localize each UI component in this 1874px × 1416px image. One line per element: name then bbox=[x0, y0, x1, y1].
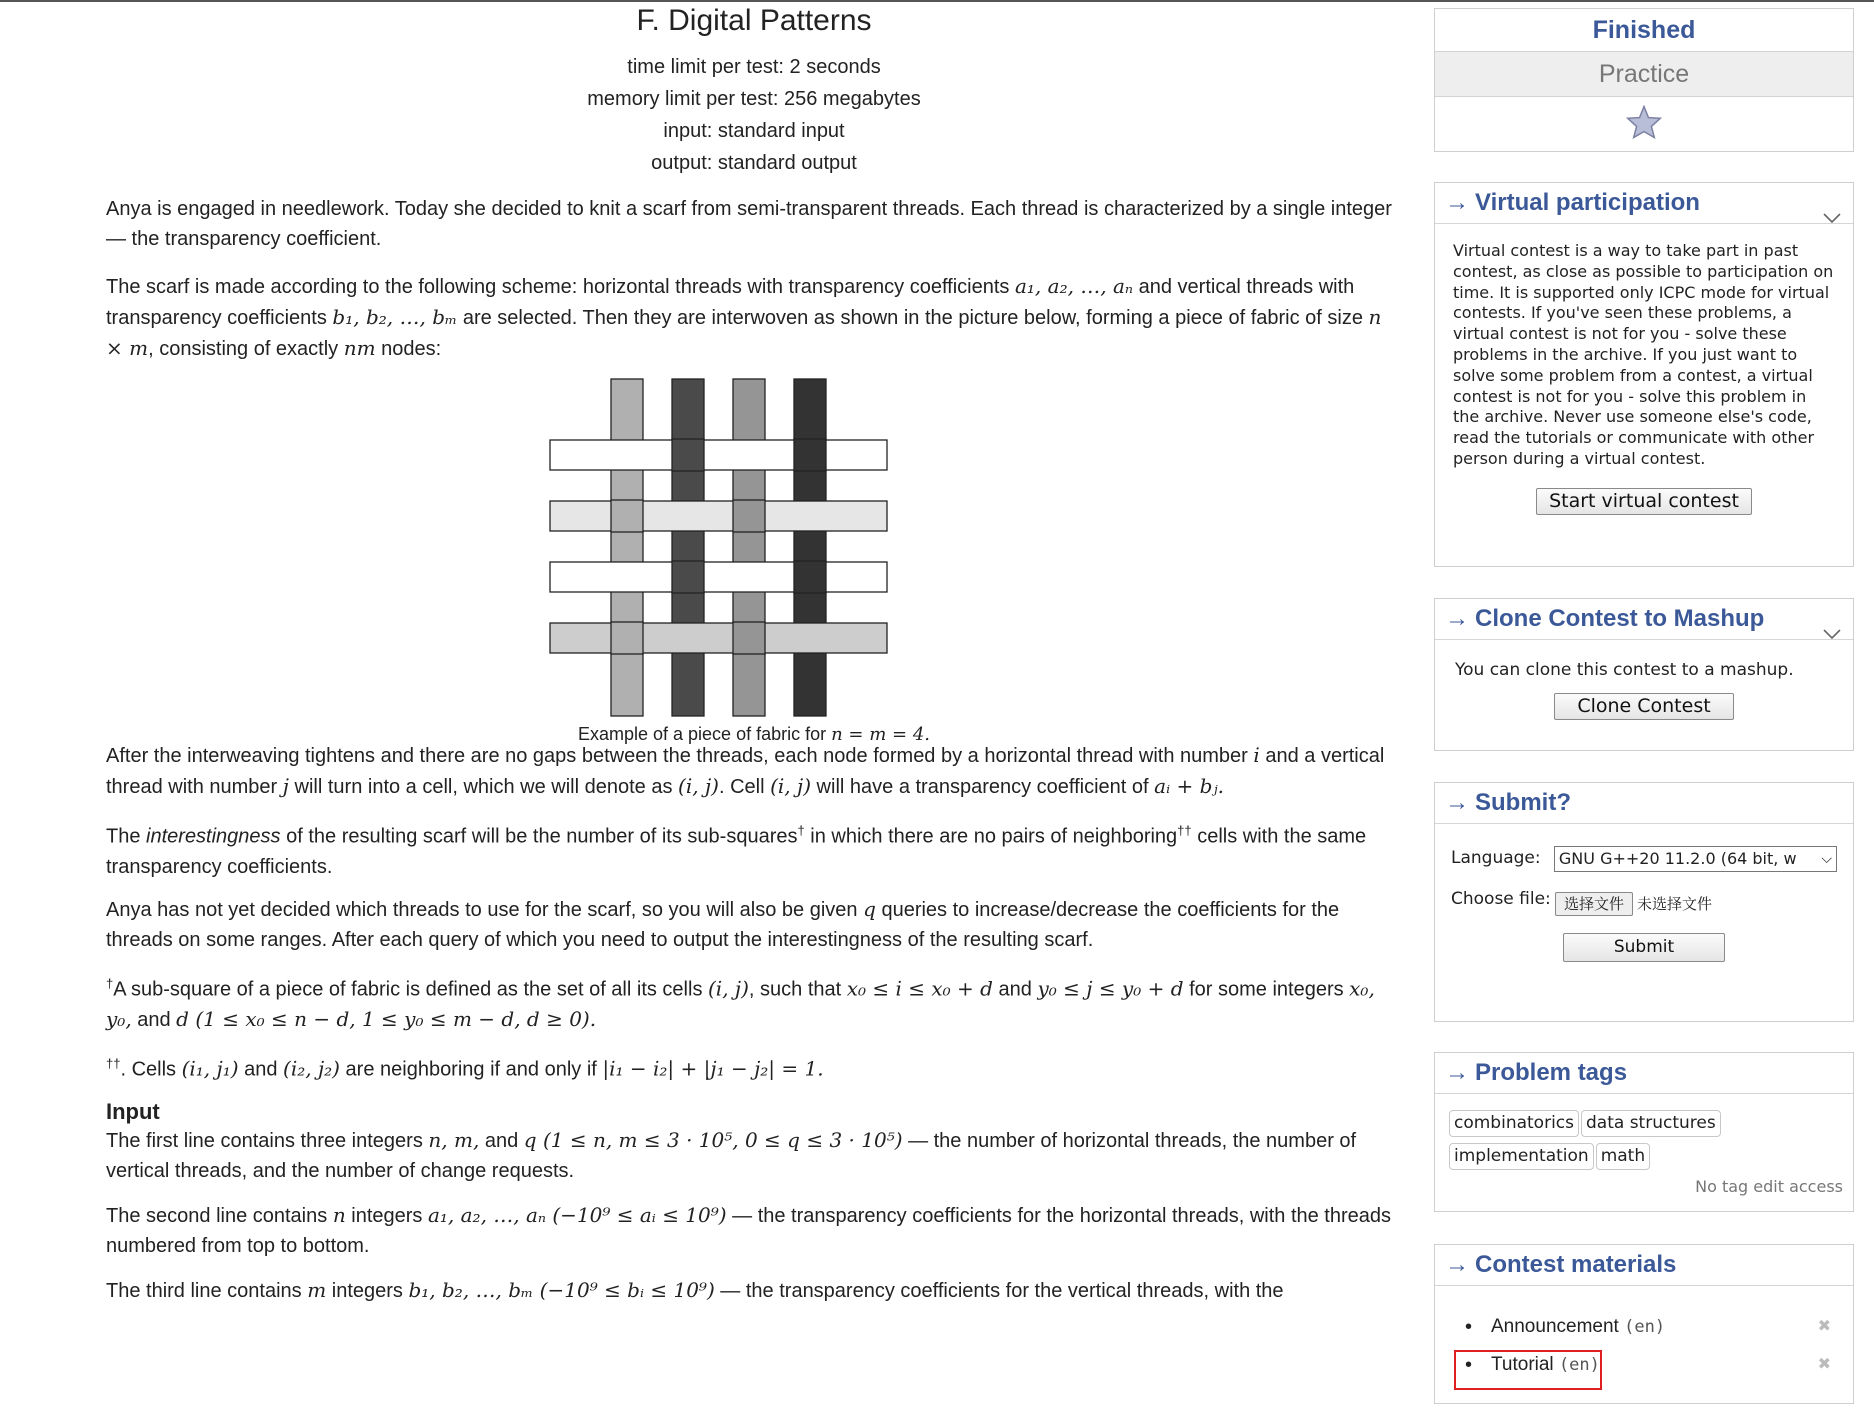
tag-data-structures[interactable]: data structures bbox=[1581, 1110, 1721, 1137]
text: The first line contains three integers bbox=[106, 1129, 429, 1152]
virtual-header[interactable] bbox=[1435, 183, 1853, 224]
math: b₁, b₂, …, bₘ (−10⁹ ≤ bᵢ ≤ 10⁹) bbox=[408, 1277, 715, 1302]
math: (i, j) bbox=[770, 774, 811, 798]
math: (i, j) bbox=[708, 976, 749, 1001]
math: y₀ ≤ j ≤ y₀ + d bbox=[1037, 976, 1184, 1001]
vertical-overlap bbox=[794, 439, 826, 471]
fabric-figure bbox=[106, 378, 1402, 818]
text: queries to increase/decrease the coefficients for the threads on some ranges. After each query of which you need to output the interestingness of the resulting scarf. bbox=[106, 898, 1340, 951]
math: q bbox=[863, 896, 876, 921]
text: and a vertical thread with number bbox=[106, 745, 1385, 798]
legend-paragraph-4 bbox=[106, 816, 1402, 882]
contest-materials-box bbox=[1434, 1244, 1854, 1404]
virtual-body bbox=[1435, 224, 1853, 531]
tags-header bbox=[1435, 1053, 1853, 1094]
chevron-down-icon[interactable] bbox=[1823, 613, 1841, 653]
text: for some integers bbox=[1183, 978, 1350, 1001]
math: a₁, a₂, …, aₙ bbox=[1014, 274, 1134, 298]
math: b₁, b₂, …, bₘ bbox=[332, 305, 458, 329]
problem-title: F. Digital Patterns bbox=[636, 4, 872, 37]
math: n × m bbox=[106, 305, 1382, 360]
tags-body bbox=[1435, 1094, 1853, 1203]
math: nm bbox=[343, 336, 376, 360]
favorite-row bbox=[1435, 97, 1853, 151]
submit-title: Submit? bbox=[1475, 789, 1571, 816]
math: aᵢ + bⱼ. bbox=[1154, 774, 1225, 798]
problem-tags-box bbox=[1434, 1052, 1854, 1212]
math: (i₂, j₂) bbox=[283, 1056, 340, 1081]
fabric-illustration bbox=[549, 378, 889, 718]
vertical-overlap bbox=[733, 622, 765, 654]
math: a₁, a₂, …, aₙ (−10⁹ ≤ aᵢ ≤ 10⁹) bbox=[427, 1202, 727, 1227]
text: — the transparency coefficients for the horizontal threads, with the threads numbered from top to bottom. bbox=[106, 1204, 1392, 1257]
math: i bbox=[1253, 743, 1260, 767]
math: q (1 ≤ n, m ≤ 3 · 10⁵, 0 ≤ q ≤ 3 · 10⁵) bbox=[523, 1127, 903, 1152]
problem-limits bbox=[106, 51, 1402, 179]
text: The bbox=[106, 825, 147, 848]
caption-text: Example of a piece of fabric for bbox=[577, 724, 832, 744]
text: and bbox=[131, 1009, 177, 1032]
text: — the number of horizontal threads, the number of vertical threads, and the number of change requests. bbox=[106, 1129, 1357, 1182]
text: A sub-square of a piece of fabric is defined as the set of all its cells bbox=[113, 978, 708, 1001]
tutorial-link[interactable]: Tutorial bbox=[1491, 1354, 1554, 1375]
vertical-overlap bbox=[611, 622, 643, 654]
tag-implementation[interactable]: implementation bbox=[1449, 1143, 1594, 1170]
math: (i₁, j₁) bbox=[181, 1056, 239, 1081]
announcement-link[interactable]: Announcement bbox=[1491, 1316, 1619, 1337]
virtual-participation-box bbox=[1434, 182, 1854, 567]
tag-combinatorics[interactable]: combinatorics bbox=[1449, 1110, 1579, 1137]
weave-threads bbox=[550, 379, 887, 716]
materials-list bbox=[1435, 1286, 1853, 1384]
horizontal-thread bbox=[550, 440, 887, 470]
math: x₀, y₀, bbox=[106, 976, 1375, 1032]
highlight-box bbox=[1454, 1350, 1602, 1390]
announcement-lang: (en) bbox=[1624, 1317, 1666, 1337]
vertical-overlap bbox=[672, 561, 704, 593]
materials-header bbox=[1435, 1245, 1853, 1286]
footnote-2 bbox=[106, 1049, 1402, 1085]
text: in which there are no pairs of neighboring bbox=[804, 825, 1178, 848]
choose-file-label: Choose file: bbox=[1451, 889, 1551, 909]
clone-header[interactable] bbox=[1435, 599, 1853, 640]
text: of the resulting scarf will be the number of its sub-squares bbox=[280, 825, 798, 848]
vertical-thread bbox=[733, 379, 765, 716]
virtual-title: Virtual participation bbox=[1475, 189, 1700, 216]
language-value: GNU G++20 11.2.0 (64 bit, w bbox=[1558, 849, 1797, 868]
vertical-overlap bbox=[733, 500, 765, 532]
memory-limit: memory limit per test: 256 megabytes bbox=[587, 88, 921, 110]
math: |i₁ − i₂| + |j₁ − j₂| = 1. bbox=[602, 1056, 824, 1081]
text: integers bbox=[326, 1279, 409, 1302]
submit-body bbox=[1435, 824, 1853, 972]
text: . Cells bbox=[120, 1058, 182, 1081]
bullet: • bbox=[1465, 1316, 1473, 1338]
horizontal-thread bbox=[550, 562, 887, 592]
arrow: → bbox=[1445, 605, 1469, 632]
text: . Cell bbox=[718, 776, 771, 798]
math: j bbox=[282, 774, 289, 798]
arrow: → bbox=[1445, 1251, 1469, 1278]
output-spec: output: standard output bbox=[651, 152, 857, 174]
horizontal-thread bbox=[550, 501, 887, 531]
tag-edit-note: No tag edit access bbox=[1695, 1177, 1843, 1196]
choose-file-button[interactable]: 选择文件 bbox=[1555, 892, 1633, 916]
input-spec: input: standard input bbox=[663, 120, 845, 142]
legend-paragraph-1 bbox=[106, 194, 1402, 254]
tag-math[interactable]: math bbox=[1596, 1143, 1650, 1170]
close-icon[interactable]: ✖ bbox=[1817, 1318, 1831, 1335]
vertical-overlap bbox=[672, 439, 704, 471]
vertical-overlap bbox=[611, 500, 643, 532]
text: and bbox=[992, 978, 1038, 1001]
chevron-down-icon[interactable] bbox=[1823, 197, 1841, 237]
text: will turn into a cell, which we will denote as bbox=[288, 776, 679, 798]
text: The second line contains bbox=[106, 1204, 333, 1227]
materials-title: Contest materials bbox=[1475, 1251, 1677, 1278]
problem-statement bbox=[106, 0, 1402, 1306]
math: x₀ ≤ i ≤ x₀ + d bbox=[846, 976, 993, 1001]
math: m bbox=[307, 1277, 327, 1302]
footnote-1 bbox=[106, 969, 1402, 1036]
input-section-title: Input bbox=[106, 1098, 160, 1124]
text: are selected. Then they are interwoven as shown in the picture below, forming a piece of fabric of size bbox=[457, 307, 1369, 329]
bullet: • bbox=[1465, 1354, 1473, 1376]
footnote-mark: † bbox=[106, 975, 114, 991]
file-row bbox=[1451, 890, 1837, 915]
text: , such that bbox=[748, 978, 847, 1001]
file-status: 未选择文件 bbox=[1637, 895, 1713, 913]
chevron-down-icon: ⌵ bbox=[1821, 847, 1832, 871]
submit-header bbox=[1435, 783, 1853, 824]
submit-box bbox=[1434, 782, 1854, 1022]
caption-math: n = m = 4. bbox=[831, 724, 930, 745]
input-paragraph-3 bbox=[106, 1275, 1402, 1306]
text: and bbox=[238, 1058, 284, 1081]
math: n, m, bbox=[428, 1127, 480, 1152]
horizontal-thread bbox=[550, 623, 887, 653]
emphasis: interestingness bbox=[146, 825, 281, 848]
status-finished: Finished bbox=[1435, 9, 1853, 52]
text: will have a transparency coefficient of bbox=[811, 776, 1155, 798]
input-paragraph-2 bbox=[106, 1200, 1402, 1261]
language-select[interactable] bbox=[1554, 846, 1837, 872]
footnote-mark: †† bbox=[106, 1056, 121, 1072]
text: The scarf is made according to the following scheme: horizontal threads with transparency coefficients bbox=[106, 276, 1015, 298]
text: and bbox=[479, 1129, 524, 1152]
input-paragraph-1 bbox=[106, 1125, 1402, 1186]
submit-button[interactable]: Submit bbox=[1563, 933, 1725, 962]
text: integers bbox=[345, 1204, 428, 1227]
material-tutorial bbox=[1435, 1346, 1853, 1384]
text: After the interweaving tightens and there are no gaps between the threads, each node formed by a horizontal thread with number bbox=[106, 745, 1254, 767]
arrow: → bbox=[1445, 1059, 1469, 1086]
text: , consisting of exactly bbox=[148, 338, 344, 360]
clone-title: Clone Contest to Mashup bbox=[1475, 605, 1765, 632]
text: and vertical threads with transparency coefficients bbox=[106, 276, 1355, 329]
tag-list bbox=[1449, 1110, 1843, 1176]
legend-paragraph-2 bbox=[106, 271, 1402, 364]
contest-status-box bbox=[1434, 8, 1854, 152]
clone-contest-button[interactable]: Clone Contest bbox=[1554, 693, 1733, 720]
star-icon[interactable] bbox=[1626, 105, 1662, 144]
footnote-mark: † bbox=[797, 823, 805, 838]
clone-description: You can clone this contest to a mashup. bbox=[1455, 660, 1794, 680]
material-announcement bbox=[1435, 1308, 1853, 1346]
clone-contest-box bbox=[1434, 598, 1854, 751]
text: Anya is engaged in needlework. Today she decided to knit a scarf from semi-transparent threads. Each thread is characterized by a single integer — the transparency coefficient. bbox=[106, 198, 1392, 250]
time-limit: time limit per test: 2 seconds bbox=[627, 56, 881, 78]
math: n bbox=[332, 1202, 346, 1227]
text: nodes: bbox=[375, 338, 442, 360]
clone-body bbox=[1435, 640, 1853, 730]
text: cells with the same transparency coefficients. bbox=[106, 825, 1367, 878]
vertical-thread bbox=[611, 379, 643, 716]
tutorial-lang: (en) bbox=[1558, 1355, 1600, 1375]
figure-caption bbox=[106, 724, 1402, 745]
tags-title: Problem tags bbox=[1475, 1059, 1628, 1086]
math: d (1 ≤ x₀ ≤ n − d, 1 ≤ y₀ ≤ m − d, d ≥ 0). bbox=[176, 1007, 597, 1032]
math: (i, j) bbox=[678, 774, 719, 798]
footnote-mark: †† bbox=[1177, 823, 1192, 838]
text: are neighboring if and only if bbox=[339, 1058, 603, 1081]
text: The third line contains bbox=[106, 1279, 308, 1302]
language-label: Language: bbox=[1451, 848, 1541, 868]
virtual-description: Virtual contest is a way to take part in past contest, as close as possible to participation on time. It is supported only ICPC mode for virtual contests. If you've seen these problems, a virtual contest is not for you - solve these problems in the archive. If you just want to solve some problem from a contest, a virtual contest is not for you - solve this problem in the archive. Never use someone else's code, read the tutorials or communicate with other person during a virtual contest. bbox=[1453, 241, 1834, 468]
arrow: → bbox=[1445, 789, 1469, 816]
vertical-overlap bbox=[794, 561, 826, 593]
close-icon[interactable]: ✖ bbox=[1817, 1356, 1831, 1373]
start-virtual-contest-button[interactable]: Start virtual contest bbox=[1536, 488, 1752, 515]
arrow: → bbox=[1445, 189, 1469, 216]
language-row bbox=[1451, 846, 1837, 872]
text: — the transparency coefficients for the vertical threads, with the bbox=[714, 1279, 1284, 1302]
vertical-thread bbox=[672, 379, 704, 716]
legend-paragraph-5 bbox=[106, 894, 1402, 955]
status-practice: Practice bbox=[1435, 52, 1853, 97]
text: Anya has not yet decided which threads to use for the scarf, so you will also be given bbox=[106, 898, 864, 921]
vertical-thread bbox=[794, 379, 826, 716]
